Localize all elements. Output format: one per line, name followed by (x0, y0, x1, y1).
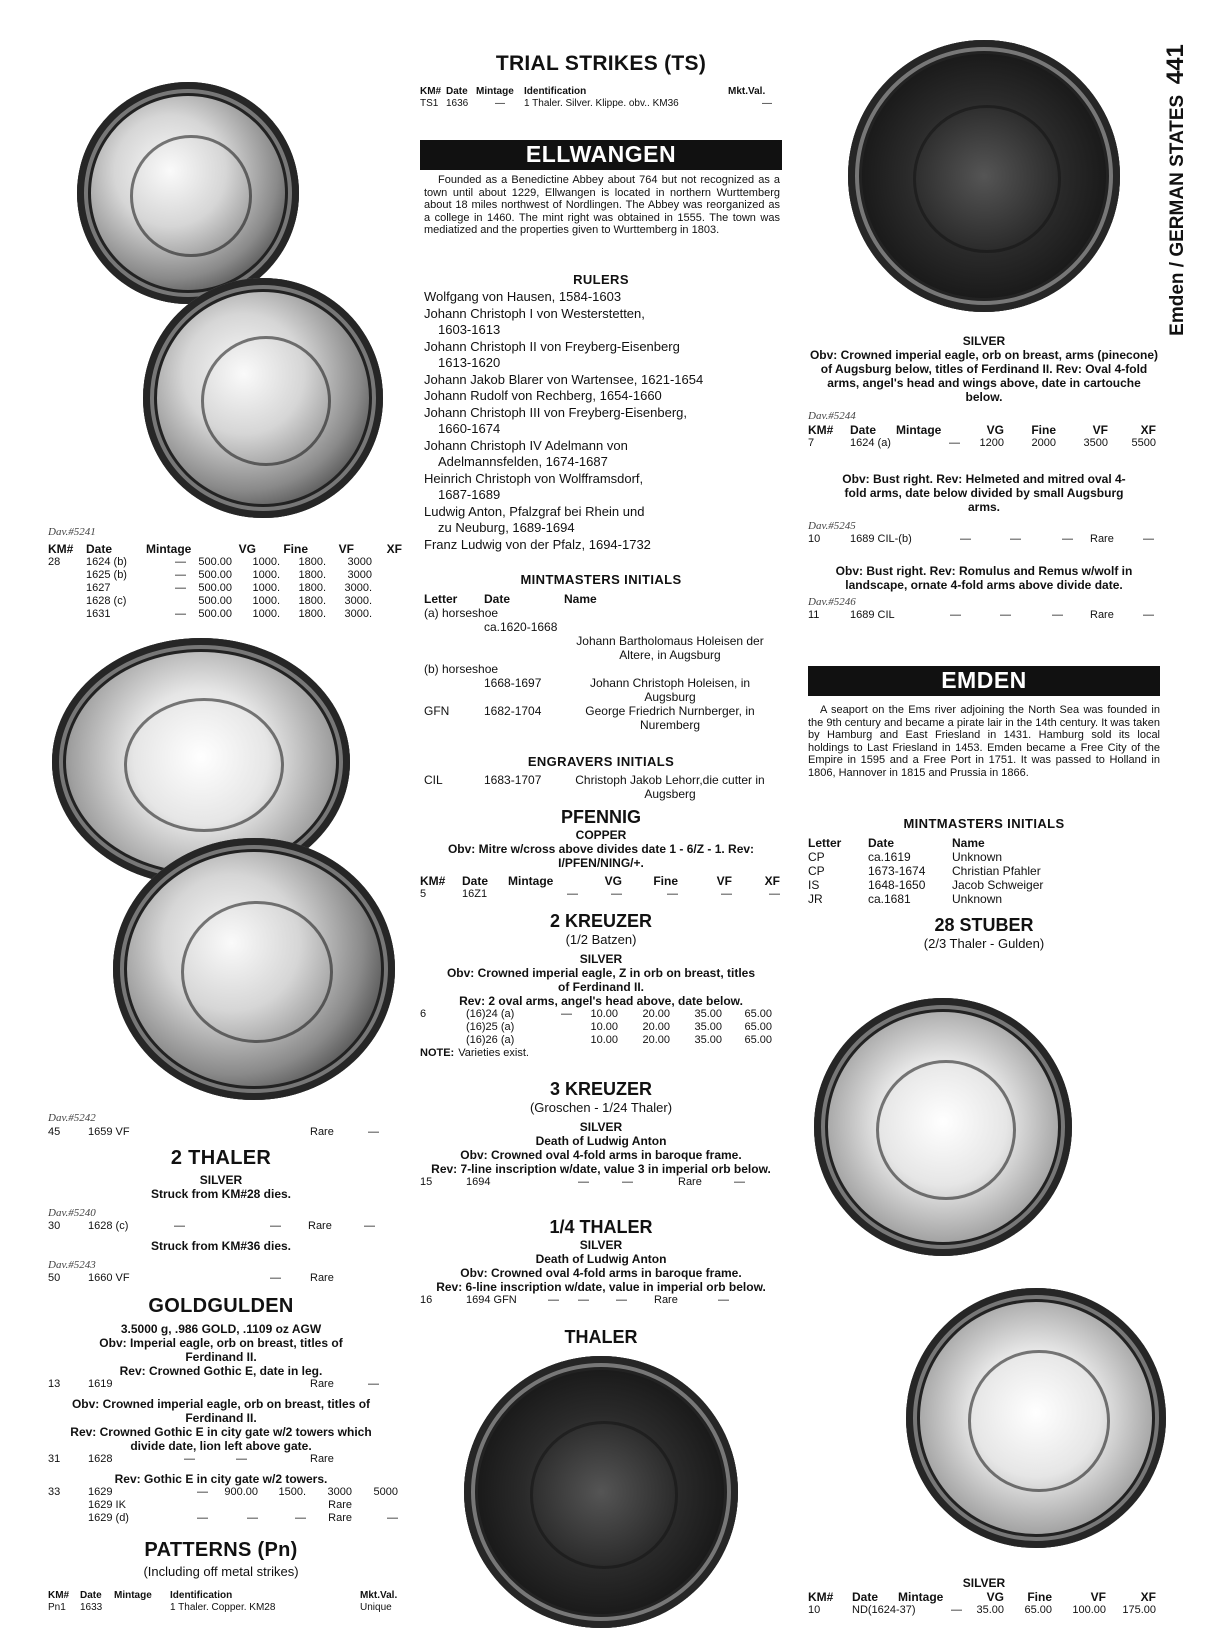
rulers-title: RULERS (573, 272, 629, 287)
metal-label: SILVER (962, 1576, 1006, 1590)
list-item: Johann Rudolf von Rechberg, 1654-1660 (424, 388, 662, 403)
section-3-kreuzer (420, 1078, 782, 1189)
subtitle: (1/2 Batzen) (565, 932, 637, 947)
dav-ref: Dav.#5240 (48, 1207, 96, 1219)
table-row: Pn1 1633 1 Thaler. Copper. KM28 Unique (48, 1602, 392, 1613)
table-header: KM# Date Mintage Identification Mkt.Val. (420, 86, 766, 97)
table-row: 1625 (b) — 500.00 1000. 1800. 3000 (86, 569, 372, 581)
list-item: Ludwig Anton, Pfalzgraf bei Rhein und zu Neuburg, 1689-1694 (424, 503, 645, 535)
table-row: 5 16Z1 — — — — — (420, 888, 780, 900)
description: Obv: Crowned oval 4-fold arms in baroque frame. (460, 1148, 742, 1162)
table-row: GFN 1682-1704 George Friedrich Nurnberger, in Nuremberg (424, 704, 755, 732)
trial-strikes-table (420, 86, 782, 110)
description: Obv: Crowned imperial eagle, orb on breast, arms (pinecone) of Augsburg below, titles of Ferdinand II. Rev: Oval 4-fold arms, angel's head and wings above, date in cartouche below. (809, 348, 1159, 404)
description: Rev: Crowned Gothic E in city gate w/2 towers which divide date, lion left above gate. (70, 1425, 372, 1453)
dav-ref: Dav.#5245 (808, 520, 856, 532)
coin-image-km28-obverse (77, 82, 299, 304)
description: Obv: Bust right. Rev: Romulus and Remus w/wolf in landscape, ornate 4-fold arms above divide date. (835, 564, 1133, 592)
metal-label: SILVER (579, 1120, 623, 1134)
description: Obv: Imperial eagle, orb on breast, titles of Ferdinand II. (99, 1336, 343, 1364)
list-item: Heinrich Christoph von Wolfframsdorf, 1687-1689 (424, 470, 644, 502)
table-row: 1629 IK Rare (88, 1499, 352, 1511)
table-header: KM# Date Mintage VG Fine VF XF (420, 874, 780, 888)
table-row: JR ca.1681 Unknown (808, 892, 1003, 906)
list-item: Johann Jakob Blarer von Wartensee, 1621-1654 (424, 371, 704, 387)
description: Obv: Crowned imperial eagle, orb on breast, titles of Ferdinand II. (71, 1397, 371, 1425)
subtitle: (Including off metal strikes) (143, 1564, 299, 1579)
section-quarter-thaler (420, 1216, 782, 1307)
denomination-title: GOLDGULDEN (148, 1295, 294, 1317)
dav-ref: Dav.#5244 (808, 410, 856, 422)
description: Obv: Bust right. Rev: Helmeted and mitred oval 4-fold arms, date below divided by small Augsburg arms. (842, 472, 1126, 514)
coin-image-28-stuber-obverse (814, 998, 1072, 1256)
table-row: 28 1624 (b) — 500.00 1000. 1800. 3000 (48, 556, 372, 568)
list-item: Johann Christoph II von Freyberg-Eisenberg 1613-1620 (424, 338, 680, 370)
section-km10-bust (808, 472, 1160, 546)
description: Rev: 2 oval arms, angel's head above, date below. (459, 994, 743, 1008)
table-header: KM# Date Mintage VG Fine VF XF (808, 423, 1156, 437)
price-table-km28 (48, 542, 402, 621)
description: Rev: Crowned Gothic E, date in leg. (119, 1364, 323, 1378)
description: Struck from KM#36 dies. (150, 1239, 292, 1253)
running-head-text: Emden / GERMAN STATES 441 (1162, 44, 1189, 336)
rulers-list (424, 289, 782, 553)
description: Rev: Gothic E in city gate w/2 towers. (114, 1472, 328, 1486)
section-silver-km10 (808, 1576, 1160, 1617)
table-row: 50 1660 VF — Rare (48, 1272, 334, 1284)
dav-ref: Dav.#5246 (808, 596, 856, 608)
table-row: 15 1694 — — Rare — (420, 1176, 745, 1188)
note: NOTE: Varieties exist. (420, 1047, 529, 1059)
table-row: ca.1620-1668 (484, 620, 558, 634)
table-header: KM# Date Mintage VG Fine VF XF (808, 1590, 1156, 1604)
denomination-title: 2 THALER (170, 1147, 272, 1169)
section-2-thaler (40, 1146, 402, 1285)
mintmasters-title: MINTMASTERS INITIALS (520, 572, 682, 587)
table-row: 7 1624 (a) — 1200 2000 3500 5500 (808, 437, 1156, 449)
table-row: 10 1689 CIL-(b) — — — Rare — (808, 533, 1154, 545)
list-item: Johann Christoph IV Adelmann von Adelmannsfelden, 1674-1687 (424, 437, 628, 469)
table-row: 11 1689 CIL — — — Rare — (808, 609, 1154, 621)
section-silver-km7 (808, 334, 1160, 450)
section-title: PATTERNS (Pn) (144, 1539, 298, 1561)
coin-image-km45-reverse (113, 838, 395, 1100)
table-row: (a) horseshoe (424, 606, 499, 620)
table-row: 16 1694 GFN — — — Rare — (420, 1294, 729, 1306)
mintmasters-table (424, 592, 782, 732)
description: Rev: 6-line inscription w/date, value in imperial orb below. (436, 1280, 766, 1294)
table-header: KM# Date Mintage VG Fine VF XF (48, 542, 402, 556)
engravers-title: ENGRAVERS INITIALS (527, 754, 675, 769)
section-title: TRIAL STRIKES (TS) (495, 52, 707, 75)
metal-label: COPPER (575, 828, 627, 842)
subtitle: (Groschen - 1/24 Thaler) (529, 1100, 673, 1115)
table-header: Letter Date Name (424, 592, 597, 606)
table-row: 1628 (c) 500.00 1000. 1800. 3000. (86, 595, 372, 607)
description: Death of Ludwig Anton (535, 1134, 667, 1148)
history-paragraph: Founded as a Benedictine Abbey about 764 but not recognized as a town until about 1229, Ellwangen is located in northern Wurttemberg about 18 miles northwest of Nordlingen. The Abbey was reorganized as a college in 1460. The mint right was obtained in 1555. The town was mediatized and the properties given to Wurttemberg in 1803. (424, 174, 780, 236)
table-row: (b) horseshoe (424, 662, 499, 676)
table-row: 10 ND(1624-37) — 35.00 65.00 100.00 175.00 (808, 1604, 1156, 1616)
section-28-stuber (808, 914, 1160, 952)
table-row: CP ca.1619 Unknown (808, 850, 1003, 864)
list-item: Johann Christoph III von Freyberg-Eisenberg, 1660-1674 (424, 404, 688, 436)
history-paragraph: A seaport on the Ems river adjoining the North Sea was founded in the 9th century and became a pirate lair in the 14th century. It was taken by Hamburg and East Friesland in 1431. Hamburg sold its local holdings to Last Friesland in 1453. Emden became a Free City of the Empire in 1595 and a Free Port in 1751. It was passed to Holland in 1806, Hannover in 1815 and Prussia in 1866. (808, 704, 1160, 779)
list-item: Franz Ludwig von der Pfalz, 1694-1732 (424, 536, 651, 552)
table-row: Johann Bartholomaus Holeisen der Altere, in Augsburg (576, 634, 764, 662)
table-row: 1668-1697 Johann Christoph Holeisen, in Augsburg (484, 676, 751, 704)
mintmasters-table (808, 836, 1160, 906)
page-number: 441 (1162, 44, 1189, 85)
running-head (1163, 40, 1189, 340)
section-pfennig (420, 806, 782, 901)
coin-image-28-stuber-reverse (906, 1288, 1166, 1548)
section-banner-ellwangen: ELLWANGEN (420, 140, 782, 170)
table-row: 31 1628 — — Rare (48, 1453, 334, 1465)
list-item: Wolfgang von Hausen, 1584-1603 (424, 289, 622, 304)
table-row: 1631 — 500.00 1000. 1800. 3000. (86, 608, 372, 620)
table-row: 33 1629 — 900.00 1500. 3000 5000 (48, 1486, 398, 1498)
table-header: Letter Date Name (808, 836, 985, 850)
section-2-kreuzer (420, 910, 782, 1060)
description: Death of Ludwig Anton (535, 1252, 667, 1266)
description: Struck from KM#28 dies. (150, 1187, 292, 1201)
table-row: 6 (16)24 (a) — 10.00 20.00 35.00 65.00 (420, 1008, 772, 1020)
dav-ref: Dav.#5243 (48, 1259, 96, 1271)
section-banner-emden: EMDEN (808, 666, 1160, 696)
denomination-title: 1/4 THALER (549, 1217, 653, 1237)
coin-image-thaler (464, 1356, 738, 1628)
mintmasters-title: MINTMASTERS INITIALS (903, 816, 1065, 831)
description: 3.5000 g, .986 GOLD, .1109 oz AGW (120, 1322, 322, 1336)
description: Obv: Mitre w/cross above divides date 1 - 6/Z - 1. Rev: I/PFEN/NING/+. (447, 842, 755, 870)
list-item: Johann Christoph I von Westerstetten, 1603-1613 (424, 305, 645, 337)
description: Obv: Crowned imperial eagle, Z in orb on breast, titles of Ferdinand II. (446, 966, 756, 994)
coin-image-km28-reverse (143, 278, 383, 518)
table-row: 1629 (d) — — — Rare — (88, 1512, 398, 1524)
denomination-title: 2 KREUZER (549, 911, 652, 931)
metal-label: SILVER (199, 1173, 243, 1187)
denomination-title: 28 STUBER (934, 915, 1034, 935)
table-row: CIL 1683-1707 Christoph Jakob Lehorr,die cutter in Augsberg (424, 773, 765, 801)
table-row: (16)26 (a) 10.00 20.00 35.00 65.00 (466, 1034, 772, 1046)
section-patterns (40, 1538, 402, 1614)
section-km11-bust (808, 564, 1160, 622)
denomination-title: PFENNIG (560, 807, 641, 827)
dav-ref: Dav.#5242 (48, 1112, 96, 1124)
metal-label: SILVER (579, 1238, 623, 1252)
description: Rev: 7-line inscription w/date, value 3 in imperial orb below. (431, 1162, 771, 1176)
table-row: CP 1673-1674 Christian Pfahler (808, 864, 1041, 878)
section-goldgulden (40, 1294, 402, 1525)
metal-label: SILVER (962, 334, 1006, 348)
table-row: 45 1659 VF Rare — (48, 1126, 379, 1138)
table-row: 30 1628 (c) — — Rare — (48, 1220, 375, 1232)
table-header: KM# Date Mintage Identification Mkt.Val. (48, 1590, 398, 1601)
description: Obv: Crowned oval 4-fold arms in baroque frame. (460, 1266, 742, 1280)
table-row: IS 1648-1650 Jacob Schweiger (808, 878, 1044, 892)
dav-ref: Dav.#5241 (48, 526, 96, 538)
table-row: TS1 1636 — 1 Thaler. Silver. Klippe. obv.. KM36 — (420, 98, 772, 109)
table-row: 13 1619 Rare — (48, 1378, 379, 1390)
coin-image-km7 (848, 40, 1120, 312)
denomination-title: 3 KREUZER (549, 1079, 652, 1099)
denomination-title: THALER (564, 1327, 638, 1347)
table-row: (16)25 (a) 10.00 20.00 35.00 65.00 (466, 1021, 772, 1033)
table-row: 1627 — 500.00 1000. 1800. 3000. (86, 582, 372, 594)
subtitle: (2/3 Thaler - Gulden) (923, 936, 1045, 951)
metal-label: SILVER (579, 952, 623, 966)
